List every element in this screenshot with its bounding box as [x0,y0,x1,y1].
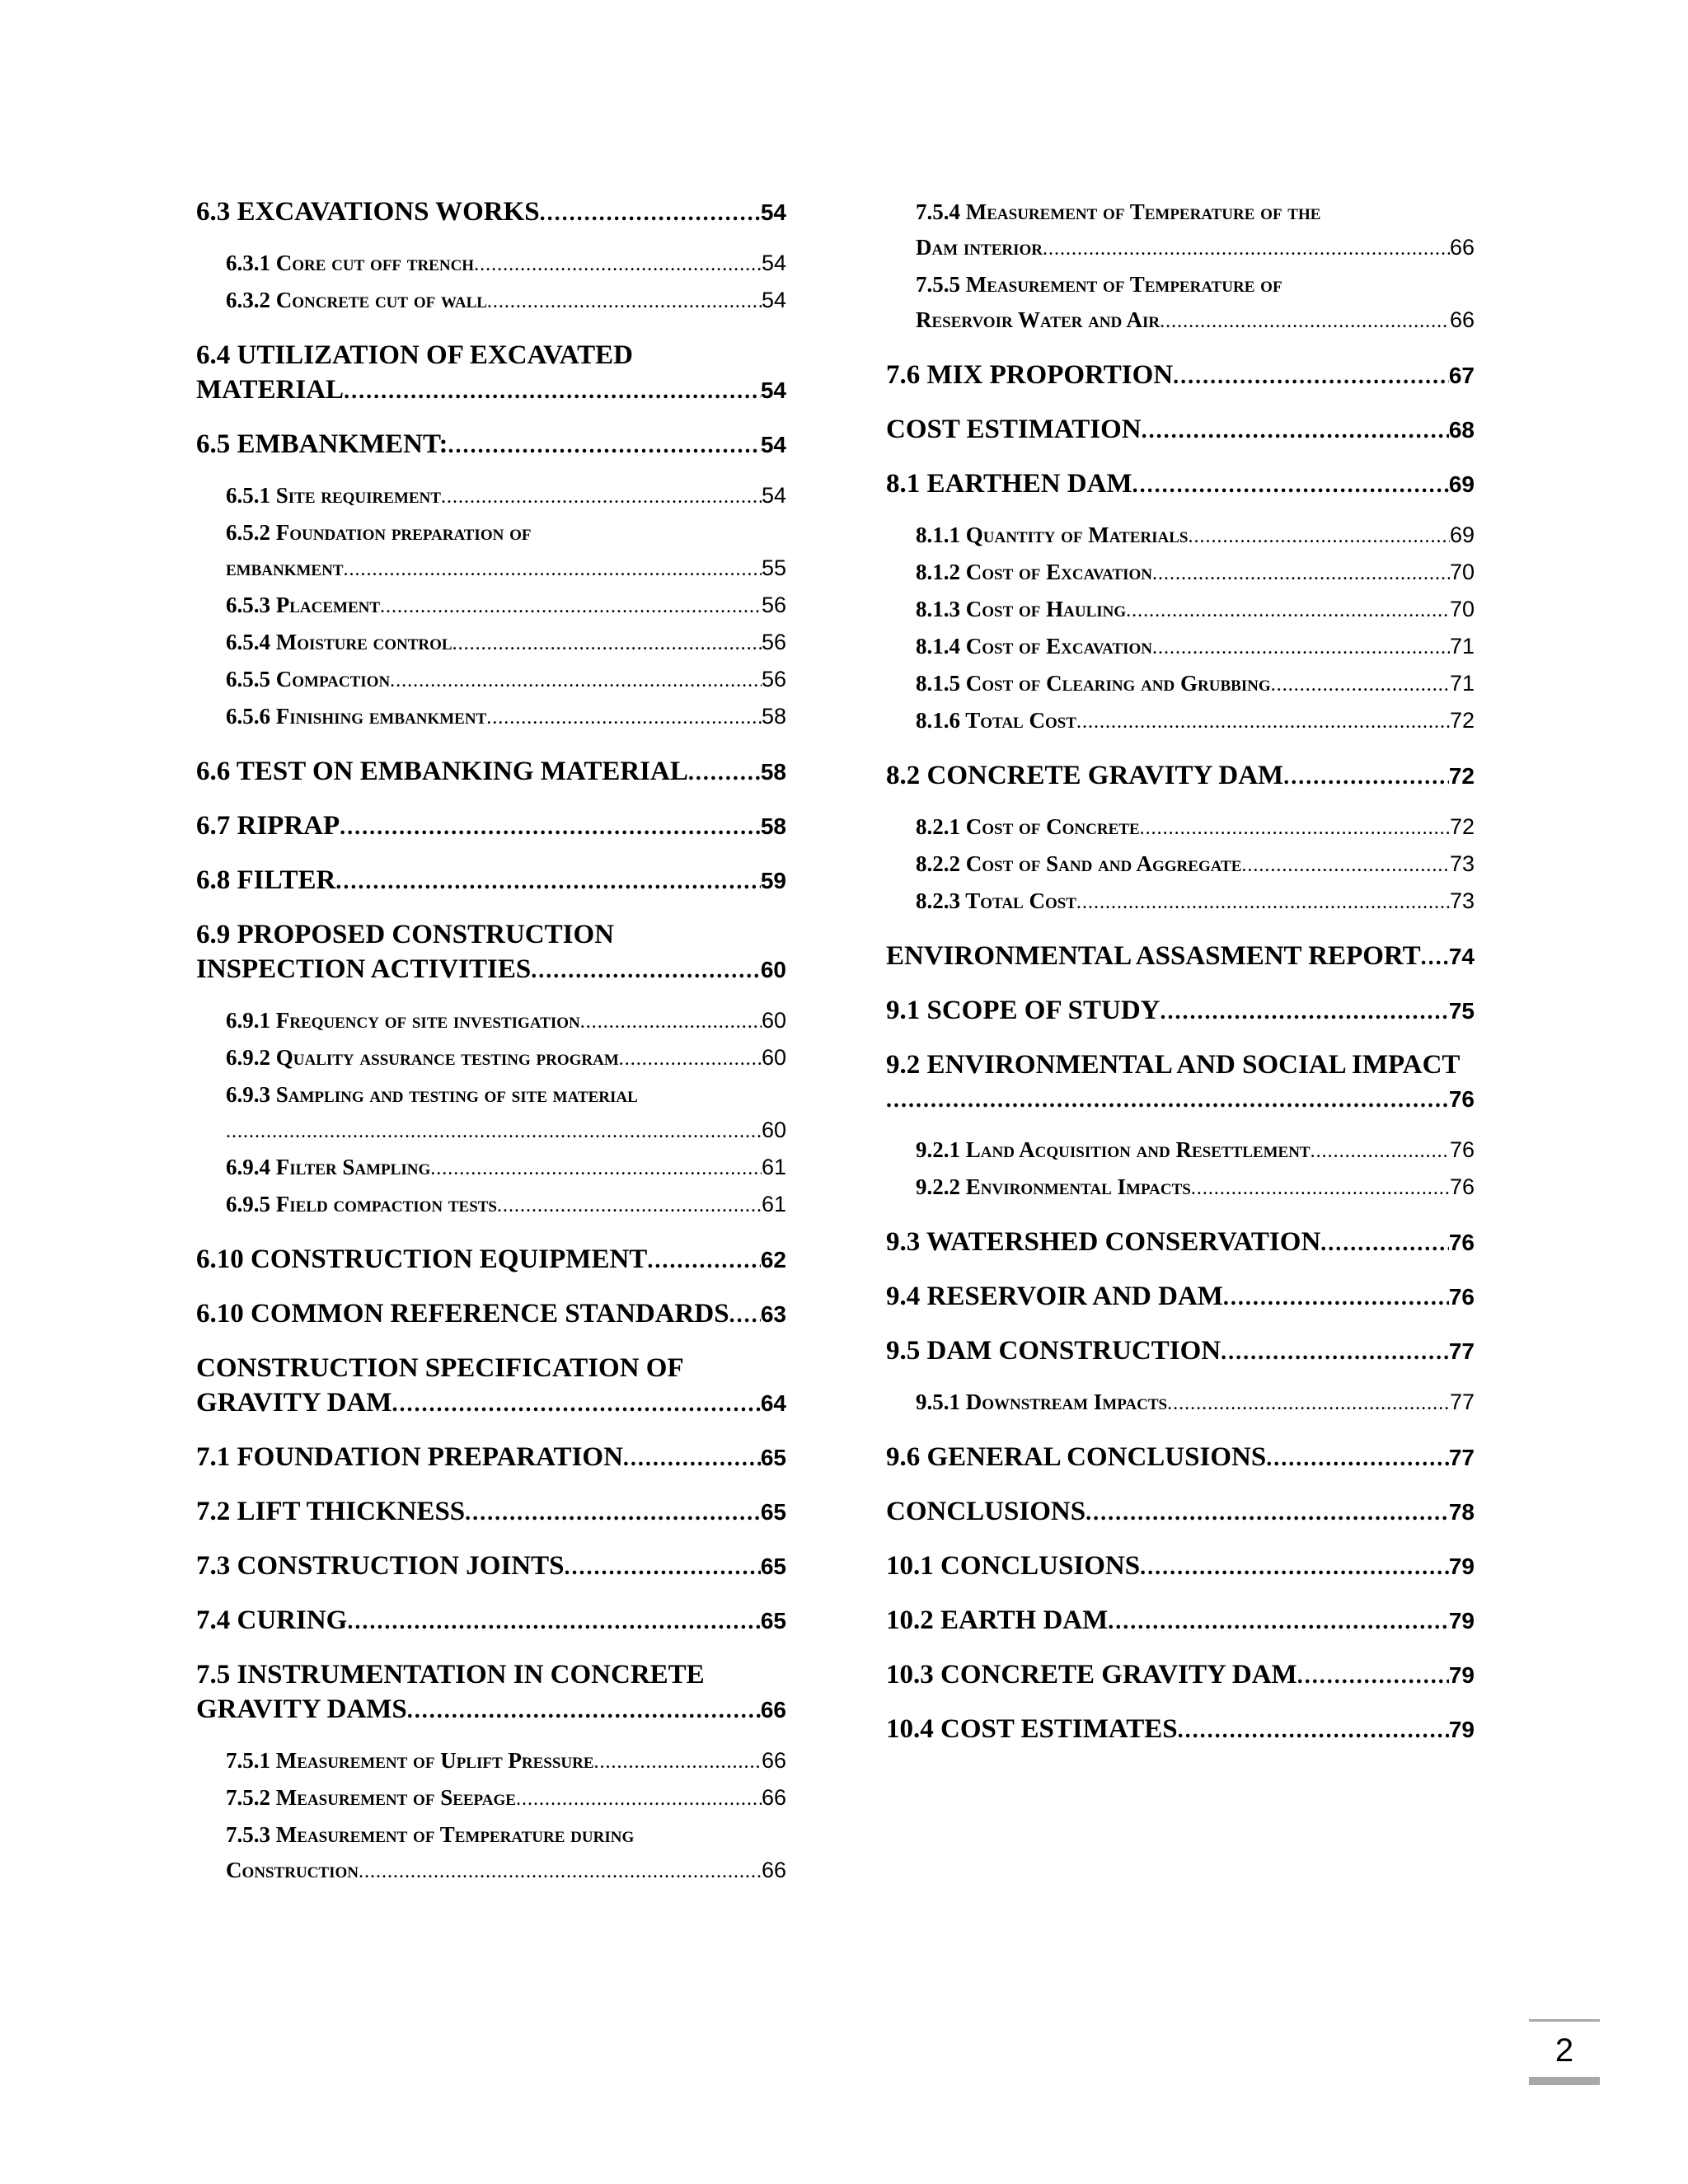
dot-leader [594,1745,762,1780]
toc-page-number: 60 [761,1045,786,1070]
toc-entry-title: 6.9.4 Filter Sampling [226,1155,431,1179]
toc-section-entry[interactable] [886,758,1475,794]
toc-subsection-entry[interactable] [886,1169,1475,1207]
toc-page-number: 66 [1449,235,1475,260]
toc-entry-title: 6.3 EXCAVATIONS WORKS [196,197,540,227]
toc-entry-title: 6.10 COMMON REFERENCE STANDARDS [196,1299,729,1329]
dot-leader [465,1496,761,1530]
toc-page-number: 54 [761,288,786,312]
toc-page-number: 76 [1448,1284,1475,1310]
toc-entry-title: 6.9.2 Quality assurance testing program [226,1045,619,1070]
toc-section-entry[interactable] [886,993,1475,1029]
toc-entry-title: 9.2.2 Environmental Impacts [916,1174,1191,1199]
toc-page-number: 72 [1448,763,1475,789]
toc-section-entry[interactable] [886,1225,1475,1261]
toc-entry-title: 6.6 TEST ON EMBANKING MATERIAL [196,757,688,786]
dot-leader [1241,848,1450,883]
toc-subsection-entry[interactable] [196,699,786,736]
toc-entry-title: 8.1.2 Cost of Excavation [916,560,1153,584]
toc-entry-title: COST ESTIMATION [886,415,1142,444]
toc-page-number: 68 [1448,417,1475,443]
dot-leader [1173,359,1449,394]
toc-page-number: 75 [1448,998,1475,1024]
toc-entry-title: 6.9.1 Frequency of site investigation [226,1008,580,1033]
dot-leader [1160,995,1448,1029]
toc-entry-title: 7.3 CONSTRUCTION JOINTS [196,1551,565,1581]
toc-entry-title: 10.4 COST ESTIMATES [886,1714,1178,1744]
toc-entry-title: 9.5 DAM CONSTRUCTION [886,1336,1221,1366]
toc-entry-title-continued: Construction [226,1858,359,1882]
toc-entry-title-continued: INSPECTION ACTIVITIES [196,954,532,984]
dot-leader [580,1005,762,1040]
toc-entry-title: 8.1.5 Cost of Clearing and Grubbing [916,671,1271,696]
toc-page-number: 61 [761,1192,786,1216]
dot-leader [1320,1226,1449,1261]
toc-section-entry[interactable] [886,1549,1475,1585]
dot-leader [1167,1386,1450,1422]
toc-section-entry[interactable] [886,1657,1475,1694]
dot-leader [430,1151,762,1187]
dot-leader [1126,593,1450,629]
toc-subsection-entry[interactable] [886,592,1475,629]
dot-leader [380,589,762,625]
toc-section-entry[interactable] [886,466,1475,503]
toc-page-number: 77 [1448,1338,1475,1364]
dot-leader [1152,556,1450,592]
dot-leader [1076,885,1450,921]
footer-rule-top [1529,2019,1600,2022]
toc-subsection-entry[interactable] [196,1040,786,1077]
toc-entry-title: 7.5 INSTRUMENTATION IN CONCRETE [196,1660,705,1690]
toc-entry-title: ENVIRONMENTAL ASSASMENT REPORT [886,941,1421,971]
toc-section-entry[interactable] [196,754,786,790]
dot-leader [1271,668,1450,703]
toc-page-number: 54 [761,483,786,508]
toc-entry-title-continued: GRAVITY DAM [196,1388,392,1418]
dot-leader [441,480,762,515]
toc-section-entry[interactable] [196,1440,786,1476]
toc-page-number: 73 [1449,851,1475,876]
toc-entry-title: 9.2.1 Land Acquisition and Resettlement [916,1137,1311,1162]
toc-page-number: 58 [761,704,786,729]
toc-subsection-entry[interactable] [196,283,786,320]
toc-entry-title: 8.2.3 Total Cost [916,888,1076,913]
toc-page-number: 63 [760,1301,786,1327]
toc-section-entry[interactable] [196,1657,786,1728]
dot-leader [623,1441,761,1476]
toc-page-number: 58 [760,759,786,785]
dot-leader [688,756,761,790]
dot-leader [347,1605,761,1639]
dot-leader [647,1244,761,1278]
toc-page-number: 79 [1448,1554,1475,1579]
dot-leader [1191,1171,1450,1207]
toc-page-number: 60 [761,1118,786,1142]
toc-subsection-entry[interactable] [886,846,1475,883]
toc-page-number: 59 [760,868,786,893]
toc-subsection-entry[interactable] [196,662,786,699]
toc-entry-title: 6.5.6 Finishing embankment [226,704,487,729]
dot-leader [1297,1659,1449,1694]
dot-leader [340,810,761,845]
dot-leader [729,1298,761,1333]
toc-entry-title: 8.1.6 Total Cost [916,708,1076,733]
toc-page-number: 54 [760,377,786,403]
dot-leader [335,865,761,899]
toc-section-entry[interactable] [196,427,786,463]
dot-leader [1178,1713,1449,1748]
dot-leader [1085,1496,1449,1530]
toc-section-entry[interactable] [886,1440,1475,1476]
footer-rule-bottom [1529,2077,1600,2085]
toc-entry-title: 7.2 LIFT THICKNESS [196,1497,466,1526]
toc-page-number: 79 [1448,1717,1475,1742]
dot-leader [540,196,761,231]
toc-section-entry[interactable] [886,1494,1475,1530]
dot-leader [497,1188,762,1224]
dot-leader [1283,760,1449,794]
toc-page-number: 66 [760,1697,786,1722]
toc-page-number: 65 [760,1608,786,1633]
toc-section-entry[interactable] [196,1351,786,1422]
dot-leader [1266,1441,1449,1476]
toc-entry-title: 6.4 UTILIZATION OF EXCAVATED [196,340,633,370]
toc-subsection-entry[interactable] [196,246,786,283]
toc-entry-title: 6.5.2 Foundation preparation of [226,520,532,545]
toc-page-number: 62 [760,1247,786,1272]
toc-page-number: 72 [1449,708,1475,733]
toc-page-number: 65 [760,1445,786,1470]
toc-subsection-entry[interactable] [886,883,1475,921]
toc-subsection-entry[interactable] [196,1780,786,1817]
toc-page-number: 74 [1448,944,1475,969]
toc-subsection-entry[interactable] [886,1132,1475,1169]
toc-subsection-entry[interactable] [886,555,1475,592]
dot-leader [1132,468,1449,503]
toc-entry-title: 6.9.3 Sampling and testing of site material [226,1082,638,1107]
toc-subsection-entry[interactable] [196,1743,786,1780]
dot-leader [1223,1281,1449,1315]
toc-page-number: 56 [761,630,786,654]
toc-subsection-entry[interactable] [886,267,1475,340]
toc-subsection-entry[interactable] [196,1817,786,1890]
toc-entry-title-continued: Reservoir Water and Air [916,307,1160,332]
toc-page-number: 60 [761,1008,786,1033]
toc-page-number: 65 [760,1499,786,1525]
toc-entry-title: 8.2.2 Cost of Sand and Aggregate [916,851,1242,876]
toc-section-entry[interactable] [196,1549,786,1585]
toc-page-number: 70 [1449,597,1475,621]
dot-leader [487,284,762,320]
dot-leader [886,1083,1449,1118]
toc-page-number: 78 [1448,1499,1475,1525]
toc-entry-title-continued: Dam interior [916,235,1043,260]
toc-entry-title: 6.7 RIPRAP [196,811,340,841]
dot-leader [531,954,761,988]
toc-subsection-entry[interactable] [196,625,786,662]
toc-entry-title: 8.2.1 Cost of Concrete [916,814,1140,839]
toc-subsection-entry[interactable] [196,1003,786,1040]
toc-subsection-entry[interactable] [886,703,1475,740]
toc-left-column [196,194,786,1890]
toc-entry-title: CONCLUSIONS [886,1497,1086,1526]
toc-subsection-entry[interactable] [886,194,1475,267]
toc-entry-title: 7.5.3 Measurement of Temperature during [226,1822,635,1847]
toc-page-number: 72 [1449,814,1475,839]
toc-section-entry[interactable] [196,1242,786,1278]
toc-page-number: 56 [761,593,786,617]
toc-entry-title: 6.5.5 Compaction [226,667,391,691]
dot-leader [1152,630,1450,666]
toc-subsection-entry[interactable] [196,1150,786,1187]
dot-leader [1221,1335,1449,1370]
toc-page-number: 71 [1449,634,1475,658]
toc-entry-title: 7.5.4 Measurement of Temperature of the [916,199,1321,224]
toc-entry-title: 7.4 CURING [196,1605,348,1635]
toc-page-number: 55 [761,555,786,580]
dot-leader [486,701,762,736]
toc-page-number: 58 [760,813,786,839]
toc-subsection-entry[interactable] [196,588,786,625]
toc-section-entry[interactable] [196,917,786,988]
toc-section-entry[interactable] [886,1279,1475,1315]
dot-leader [1076,705,1450,740]
toc-section-entry[interactable] [886,358,1475,394]
toc-page-number: 54 [761,251,786,275]
toc-entry-title: 8.1.3 Cost of Hauling [916,597,1127,621]
dot-leader [619,1042,762,1077]
toc-page-number: 66 [761,1858,786,1882]
toc-entry-title-continued: MATERIAL [196,375,345,405]
toc-entry-title: 6.5.1 Site requirement [226,483,441,508]
toc-right-column [886,194,1475,1748]
toc-page-number: 66 [761,1748,786,1773]
toc-subsection-entry[interactable] [196,1187,786,1224]
toc-entry-title: 7.5.5 Measurement of Temperature of [916,272,1282,297]
dot-leader [344,552,762,588]
toc-page-number: 77 [1449,1390,1475,1414]
toc-page-number: 76 [1448,1086,1475,1112]
page-footer [1529,2019,1600,2085]
toc-section-entry[interactable] [196,808,786,845]
toc-entry-title: 9.3 WATERSHED CONSERVATION [886,1227,1321,1257]
dot-leader [474,247,762,283]
toc-section-entry[interactable] [886,1712,1475,1748]
toc-page-number: 71 [1449,671,1475,696]
toc-page-number: 56 [761,667,786,691]
toc-page-number: 69 [1448,471,1475,497]
toc-entry-title: 9.2 ENVIRONMENTAL AND SOCIAL IMPACT [886,1050,1461,1080]
toc-entry-title: 8.1 EARTHEN DAM [886,469,1132,499]
toc-page-number: 76 [1448,1230,1475,1255]
toc-entry-title: 6.9 PROPOSED CONSTRUCTION [196,920,614,949]
toc-entry-title: 7.5.2 Measurement of Seepage [226,1785,516,1810]
toc-subsection-entry[interactable] [196,478,786,515]
toc-page-number: 76 [1449,1137,1475,1162]
dot-leader [1043,232,1450,267]
toc-page-number: 64 [760,1390,786,1416]
toc-entry-title: 9.1 SCOPE OF STUDY [886,996,1160,1025]
toc-entry-title: 8.1.1 Quantity of Materials [916,523,1189,547]
toc-entry-title: 8.2 CONCRETE GRAVITY DAM [886,761,1284,790]
toc-subsection-entry[interactable] [196,1077,786,1150]
toc-page-number: 66 [761,1785,786,1810]
toc-entry-title: 10.1 CONCLUSIONS [886,1551,1141,1581]
toc-subsection-entry[interactable] [886,1385,1475,1422]
toc-page-number: 67 [1448,363,1475,388]
dot-leader [1188,519,1449,555]
toc-subsection-entry[interactable] [196,515,786,588]
dot-leader [452,626,762,662]
toc-entry-title: 6.8 FILTER [196,865,336,895]
toc-subsection-entry[interactable] [886,518,1475,555]
toc-section-entry[interactable] [196,1296,786,1333]
dot-leader [448,429,761,463]
toc-page-number: 65 [760,1554,786,1579]
dot-leader [565,1550,761,1585]
dot-leader [516,1782,762,1817]
toc-subsection-entry[interactable] [886,666,1475,703]
dot-leader [359,1854,762,1890]
toc-page-number: 73 [1449,888,1475,913]
toc-entry-title: 6.10 CONSTRUCTION EQUIPMENT [196,1244,648,1274]
toc-section-entry[interactable] [196,1494,786,1530]
toc-section-entry[interactable] [886,1333,1475,1370]
toc-section-entry[interactable] [196,194,786,231]
toc-page-number: 70 [1449,560,1475,584]
dot-leader [1108,1605,1449,1639]
toc-entry-title: 7.6 MIX PROPORTION [886,360,1174,390]
toc-page-number: 61 [761,1155,786,1179]
toc-entry-title: 6.3.1 Core cut off trench [226,251,475,275]
toc-section-entry[interactable] [196,338,786,409]
toc-entry-title: 9.6 GENERAL CONCLUSIONS [886,1442,1267,1472]
toc-entry-title: 9.5.1 Downstream Impacts [916,1390,1168,1414]
dot-leader [1140,1550,1449,1585]
toc-page-number: 77 [1448,1445,1475,1470]
toc-section-entry[interactable] [886,1047,1475,1118]
toc-entry-title-continued: embankment [226,555,344,580]
toc-entry-title: 6.9.5 Field compaction tests [226,1192,497,1216]
toc-subsection-entry[interactable] [886,809,1475,846]
toc-page-number: 76 [1449,1174,1475,1199]
dot-leader [390,663,762,699]
toc-entry-title: 8.1.4 Cost of Excavation [916,634,1153,658]
toc-page-number: 79 [1448,1662,1475,1688]
toc-page-number: 79 [1448,1608,1475,1633]
dot-leader [1160,304,1450,340]
toc-entry-title: 6.3.2 Concrete cut of wall [226,288,487,312]
toc-section-entry[interactable] [196,1603,786,1639]
toc-entry-title-continued: GRAVITY DAMS [196,1694,407,1724]
page-number: 2 [1554,2032,1574,2069]
toc-page-number: 69 [1449,523,1475,547]
dot-leader [1142,414,1449,448]
dot-leader [344,374,761,409]
dot-leader [1140,811,1450,846]
toc-subsection-entry[interactable] [886,629,1475,666]
toc-entry-title: 6.5.3 Placement [226,593,381,617]
toc-section-entry[interactable] [196,863,786,899]
toc-entry-title: 6.5 EMBANKMENT: [196,429,448,459]
dot-leader [392,1387,760,1422]
toc-entry-title: 7.5.1 Measurement of Uplift Pressure [226,1748,594,1773]
dot-leader [1311,1134,1450,1169]
toc-page-number: 54 [760,199,786,225]
toc-entry-title: 10.2 EARTH DAM [886,1605,1109,1635]
toc-section-entry[interactable] [886,939,1475,975]
toc-entry-title: 6.5.4 Moisture control [226,630,452,654]
toc-section-entry[interactable] [886,412,1475,448]
toc-page-number: 60 [760,957,786,982]
toc-entry-title: 9.4 RESERVOIR AND DAM [886,1282,1223,1311]
toc-page-number: 54 [760,432,786,457]
toc-entry-title: CONSTRUCTION SPECIFICATION OF [196,1353,684,1383]
toc-page-number: 66 [1449,307,1475,332]
toc-section-entry[interactable] [886,1603,1475,1639]
dot-leader [1421,940,1449,975]
toc-entry-title: 7.1 FOUNDATION PREPARATION [196,1442,623,1472]
dot-leader [407,1694,761,1728]
dot-leader [226,1114,762,1150]
toc-entry-title: 10.3 CONCRETE GRAVITY DAM [886,1660,1297,1690]
